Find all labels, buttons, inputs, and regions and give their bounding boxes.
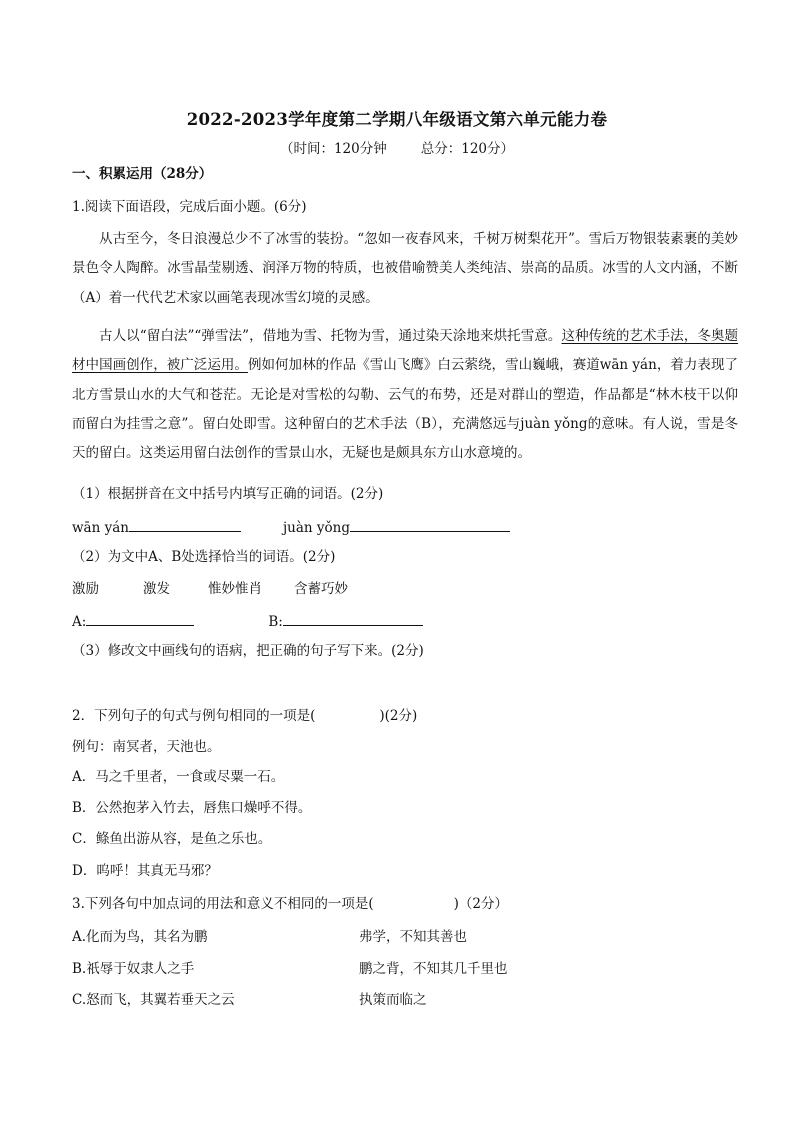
word-option: 惟妙惟肖	[208, 581, 262, 597]
answer-blank-a[interactable]	[86, 612, 194, 626]
q1-passage-para1: 从古至今，冬日浪漫总少不了冰雪的装扮。“忽如一夜春风来，千树万树梨花开”。雪后万物银装素裹的美妙景色令人陶醉。冰雪晶莹剔透、润泽万物的特质，也被借喻赞美人类纯洁、崇高的品质。冰雪的人文内涵，不断（A）着一代代艺术家以画笔表现冰雪幻境的灵感。	[72, 231, 738, 306]
q2-example: 例句：南冥者，天池也。	[72, 739, 221, 755]
answer-blank[interactable]	[129, 518, 241, 532]
pinyin-label: wān yán	[72, 520, 129, 536]
answer-blank[interactable]	[350, 518, 510, 532]
q3-row-a-right: 弗学，不知其善也	[359, 929, 467, 945]
q1-passage-para2	[72, 322, 738, 468]
underlined-sentence: 这种传统的艺术手法，冬奥题材中国画创作，被广泛运用。	[72, 328, 739, 374]
exam-total: 总分：120分）	[420, 141, 515, 157]
q3-row-a-left: A.化而为鸟，其名为鹏	[72, 929, 208, 945]
q2-stem-score: )(2分)	[379, 708, 418, 724]
q1-sub1: （1）根据拼音在文中括号内填写正确的词语。(2分)	[72, 486, 384, 502]
q1-sub3: （3）修改文中画线句的语病，把正确的句子写下来。(2分)	[72, 643, 424, 659]
q2-option-c: C．鲦鱼出游从容，是鱼之乐也。	[72, 831, 272, 847]
q2-stem-text: 2．下列句子的句式与例句相同的一项是(	[72, 708, 316, 724]
q2-option-d: D．呜呼！其真无马邪？	[72, 863, 218, 879]
q3-stem	[72, 895, 508, 913]
q2-stem	[72, 707, 417, 725]
q2-option-b: B．公然抱茅入竹去，唇焦口燥呼不得。	[72, 800, 312, 816]
pinyin-row	[72, 518, 510, 537]
q2-option-a: A．马之千里者，一食或尽粟一石。	[72, 769, 285, 785]
q3-row-b-left: B.祇辱于奴隶人之手	[72, 961, 195, 977]
word-option: 激励	[72, 581, 99, 597]
answer-blank-b[interactable]	[283, 612, 423, 626]
label-b: B:	[268, 614, 283, 630]
q1-stem: 1.阅读下面语段，完成后面小题。(6分)	[72, 199, 307, 215]
q3-stem-text: 3.下列各句中加点词的用法和意义不相同的一项是(	[72, 896, 374, 912]
exam-info	[0, 137, 794, 157]
pinyin-label: juàn yǒng	[282, 520, 350, 536]
word-option: 激发	[143, 581, 170, 597]
passage-text: 古人以“留白法”“弹雪法”，借地为雪、托物为雪，通过染天涂地来烘托雪意。	[99, 328, 562, 344]
q3-stem-score: )（2分）	[453, 896, 509, 912]
exam-time: （时间：120分钟	[279, 141, 387, 157]
q3-row-b-right: 鹏之背，不知其几千里也	[359, 961, 508, 977]
ab-answer-row	[72, 612, 423, 631]
label-a: A:	[72, 614, 87, 630]
q1-sub2: （2）为文中A、B处选择恰当的词语。(2分)	[72, 549, 336, 565]
word-option: 含蓄巧妙	[294, 581, 348, 597]
q3-row-c-left: C.怒而飞，其翼若垂天之云	[72, 992, 235, 1008]
passage-text: 例如何加林的作品《雪山飞鹰》白云萦绕，雪山巍峨，赛道wān yán，着力表现了北方雪景山水的大气和苍茫。无论是对雪松的勾勒、云气的布势，还是对群山的塑造，作品都是“林木枝干以仰而留白为挂雪之意”。留白处即雪。这种留白的艺术手法（B），充满悠远与juàn yǒng的意味。有人说，雪是冬天的留白。这类运用留白法创作的雪景山水，无疑也是颇具东方山水意境的。	[72, 357, 738, 462]
page-title: 2022-2023学年度第二学期八年级语文第六单元能力卷	[186, 110, 608, 129]
section-heading: 一、积累运用（28分）	[72, 166, 213, 182]
word-options	[72, 580, 392, 598]
q3-row-c-right: 执策而临之	[359, 992, 427, 1008]
